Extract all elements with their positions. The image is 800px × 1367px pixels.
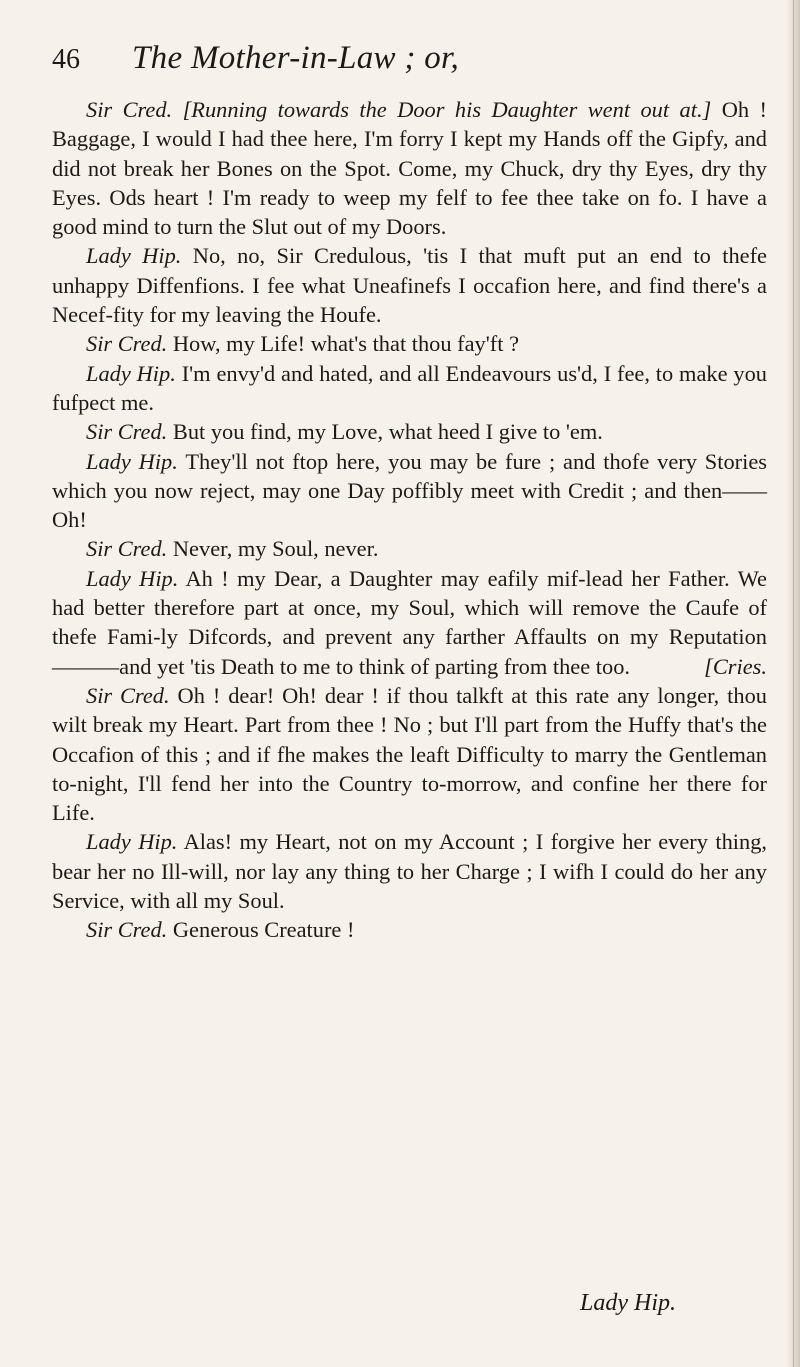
page-edge-line	[793, 0, 794, 1367]
speech-text: Alas! my Heart, not on my Account ; I forgive her every thing, bear her no Ill-will, nor lay any thing to her Charge ; I wifh I could do her any Service, with all my Soul.	[52, 829, 767, 914]
stage-direction-trailing: [Cries.	[704, 653, 767, 679]
speaker-name: Lady Hip.	[86, 360, 176, 386]
speech-text: No, no, Sir Credulous, 'tis I that muft put an end to thefe unhappy Diffenfions. I fee what Uneafinefs I occafion here, and find there's a Necef-fity for my leaving the Houfe.	[52, 243, 767, 328]
speech-text: How, my Life! what's that thou fay'ft ?	[172, 331, 520, 357]
speech-text: Oh ! dear! Oh! dear ! if thou talkft at this rate any longer, thou wilt break my Heart. Part from thee ! No ; but I'll part from the Huffy that's the Occafion of this ; and if fhe makes the leaft Difficulty to marry the Gentleman to-night, I'll fend her into the Country to-morrow, and confine her there for Life.	[52, 682, 767, 826]
speech-paragraph	[52, 827, 767, 915]
speech-text: Oh ! Baggage, I would I had thee here, I'm forry I kept my Hands off the Gipfy, and did not break her Bones on the Spot. Come, my Chuck, dry thy Eyes, dry thy Eyes. Ods heart ! I'm ready to weep my felf to fee thee take on fo. I have a good mind to turn the Slut out of my Doors.	[52, 97, 767, 240]
running-title: The Mother-in-Law ; or,	[132, 40, 460, 76]
running-head	[52, 40, 767, 77]
speech-paragraph	[52, 681, 767, 827]
speaker-name: Sir Cred.	[86, 536, 168, 562]
catchword: Lady Hip.	[580, 1290, 676, 1316]
speech-paragraph	[52, 95, 767, 241]
speaker-name: Sir Cred.	[86, 331, 168, 357]
speaker-name: Sir Cred.	[86, 97, 173, 122]
speech-text: They'll not ftop here, you may be fure ; and thofe very Stories which you now reject, may one Day poffibly meet with Credit ; and then—— Oh!	[52, 448, 767, 533]
speaker-name: Sir Cred.	[86, 682, 170, 708]
page-number: 46	[52, 44, 80, 75]
speaker-name: Lady Hip.	[86, 565, 179, 591]
speech-paragraph	[52, 359, 767, 418]
speaker-name: Lady Hip.	[86, 243, 182, 269]
speech-text: Ah ! my Dear, a Daughter may eafily mif-lead her Father. We had better therefore part at once, my Soul, which will remove the Caufe of thefe Fami-ly Difcords, and prevent any farther Affaults on my Reputation———and yet 'tis Death to me to think of parting from thee too.	[52, 565, 767, 679]
book-page	[52, 40, 767, 945]
speech-text: Generous Creature !	[172, 917, 355, 943]
speaker-name: Sir Cred.	[86, 419, 168, 445]
stage-direction: [Running towards the Door his Daughter went out at.]	[182, 97, 712, 122]
speech-text: Never, my Soul, never.	[172, 536, 379, 562]
speaker-name: Lady Hip.	[86, 448, 178, 474]
speech-paragraph	[52, 564, 767, 681]
speaker-name: Sir Cred.	[86, 917, 168, 943]
speech-paragraph	[52, 329, 767, 358]
speech-paragraph	[52, 417, 767, 446]
speech-paragraph	[52, 534, 767, 563]
dialogue-text	[52, 95, 767, 945]
speech-paragraph	[52, 241, 767, 329]
speaker-name: Lady Hip.	[86, 829, 178, 855]
speech-paragraph	[52, 915, 767, 944]
speech-text: I'm envy'd and hated, and all Endeavours us'd, I fee, to make you fufpect me.	[52, 360, 767, 415]
speech-paragraph	[52, 447, 767, 535]
speech-text: But you find, my Love, what heed I give to 'em.	[172, 419, 603, 445]
